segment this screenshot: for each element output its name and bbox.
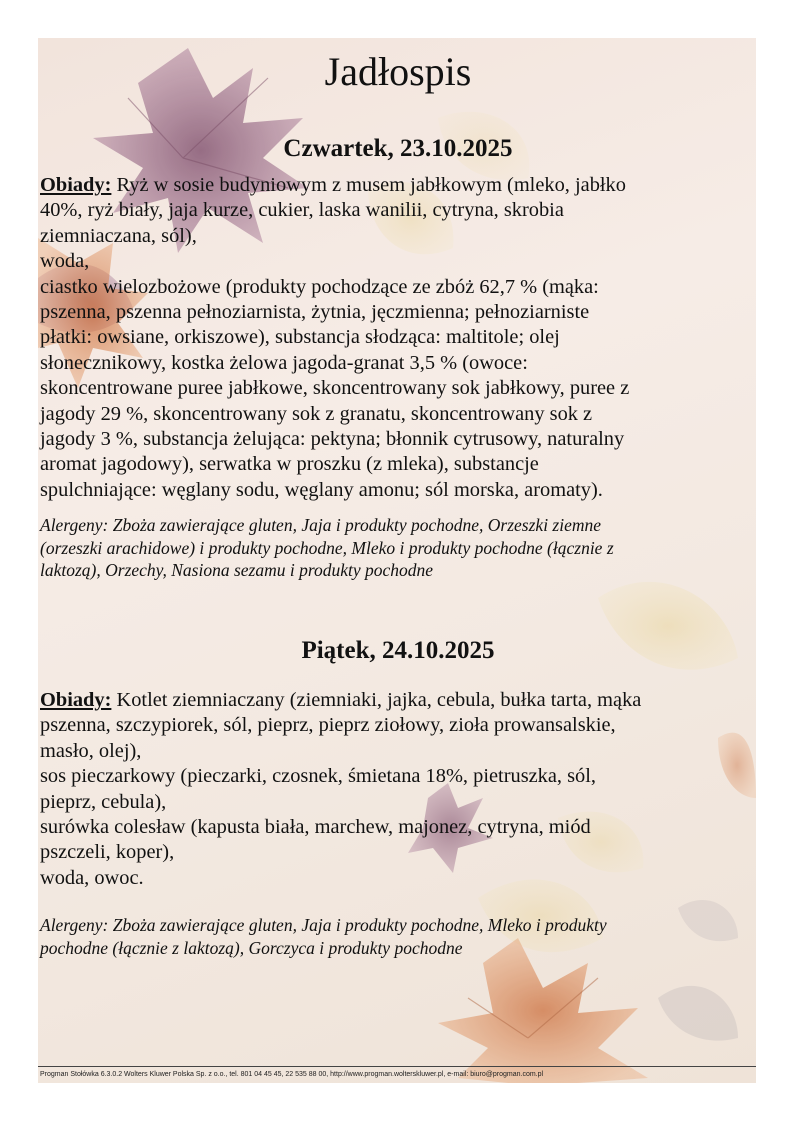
meal-line: pszenna, pszenna pełnoziarnista, żytnia, jęczmienna; pełnoziarniste bbox=[40, 301, 590, 324]
meal-line: ziemniaczana, sól), bbox=[40, 224, 197, 247]
meal-line: woda, owoc. bbox=[40, 866, 144, 889]
meal-line: słonecznikowy, kostka żelowa jagoda-granat 3,5 % (owoce: bbox=[40, 351, 528, 374]
footer-divider bbox=[38, 1066, 756, 1067]
allergen-line: pochodne (łącznie z laktozą), Gorczyca i produkty pochodne bbox=[40, 937, 463, 958]
meal-label: Obiady: bbox=[40, 174, 112, 196]
meal-description bbox=[40, 173, 754, 503]
meal-line: 40%, ryż biały, jaja kurze, cukier, laska wanilii, cytryna, skrobia bbox=[40, 199, 564, 222]
meal-line: jagody 29 %, skoncentrowany sok z granatu, skoncentrowany sok z bbox=[40, 402, 593, 425]
meal-label: Obiady: bbox=[40, 689, 112, 711]
meal-line: spulchniające: węglany sodu, węglany amonu; sól morska, aromaty). bbox=[40, 478, 603, 501]
meal-line: sos pieczarkowy (pieczarki, czosnek, śmietana 18%, pietruszka, sól, bbox=[40, 765, 597, 788]
allergen-line: laktozą), Orzechy, Nasiona sezamu i produkty pochodne bbox=[40, 560, 434, 580]
meal-line: pszenna, szczypiorek, sól, pieprz, pieprz ziołowy, zioła prowansalskie, bbox=[40, 714, 616, 737]
meal-line: Obiady: Kotlet ziemniaczany (ziemniaki, jajka, cebula, bułka tarta, mąka bbox=[40, 689, 642, 711]
meal-line: płatki: owsiane, orkiszowe), substancja słodząca: maltitole; olej bbox=[40, 326, 560, 349]
meal-line: jagody 3 %, substancja żelująca: pektyna; błonnik cytrusowy, naturalny bbox=[40, 428, 625, 451]
meal-line: surówka colesław (kapusta biała, marchew, majonez, cytryna, miód bbox=[40, 816, 591, 839]
allergen-line: (orzeszki arachidowe) i produkty pochodne, Mleko i produkty pochodne (łącznie z bbox=[40, 537, 614, 558]
page-title: Jadłospis bbox=[324, 49, 472, 94]
meal-line: pieprz, cebula), bbox=[40, 790, 167, 813]
meal-line: pszczeli, koper), bbox=[40, 841, 175, 864]
meal-line: masło, olej), bbox=[40, 739, 142, 762]
allergen-line: Alergeny: Zboża zawierające gluten, Jaja i produkty pochodne, Orzeszki ziemne bbox=[40, 515, 602, 535]
meal-description bbox=[40, 688, 754, 891]
day-heading: Czwartek, 23.10.2025 bbox=[283, 135, 513, 162]
meal-line: Obiady: Ryż w sosie budyniowym z musem jabłkowym (mleko, jabłko bbox=[40, 174, 626, 196]
allergens-note bbox=[40, 514, 754, 582]
meal-line: woda, bbox=[40, 250, 90, 273]
day-heading: Piątek, 24.10.2025 bbox=[301, 637, 495, 664]
allergen-line: Alergeny: Zboża zawierające gluten, Jaja i produkty pochodne, Mleko i produkty bbox=[40, 915, 607, 935]
meal-line: ciastko wielozbożowe (produkty pochodzące ze zbóż 62,7 % (mąka: bbox=[40, 275, 599, 298]
meal-line: aromat jagodowy), serwatka w proszku (z mleka), substancje bbox=[40, 453, 539, 476]
allergens-note bbox=[40, 914, 754, 959]
meal-line: skoncentrowane puree jabłkowe, skoncentrowany sok jabłkowy, puree z bbox=[40, 377, 630, 400]
footer-text: Progman Stołówka 6.3.0.2 Wolters Kluwer Polska Sp. z o.o., tel. 801 04 45 45, 22 535 88 00, http://www.progman.wolterskluwer.pl, e-mail: biuro@progman.com.pl bbox=[40, 1071, 544, 1078]
